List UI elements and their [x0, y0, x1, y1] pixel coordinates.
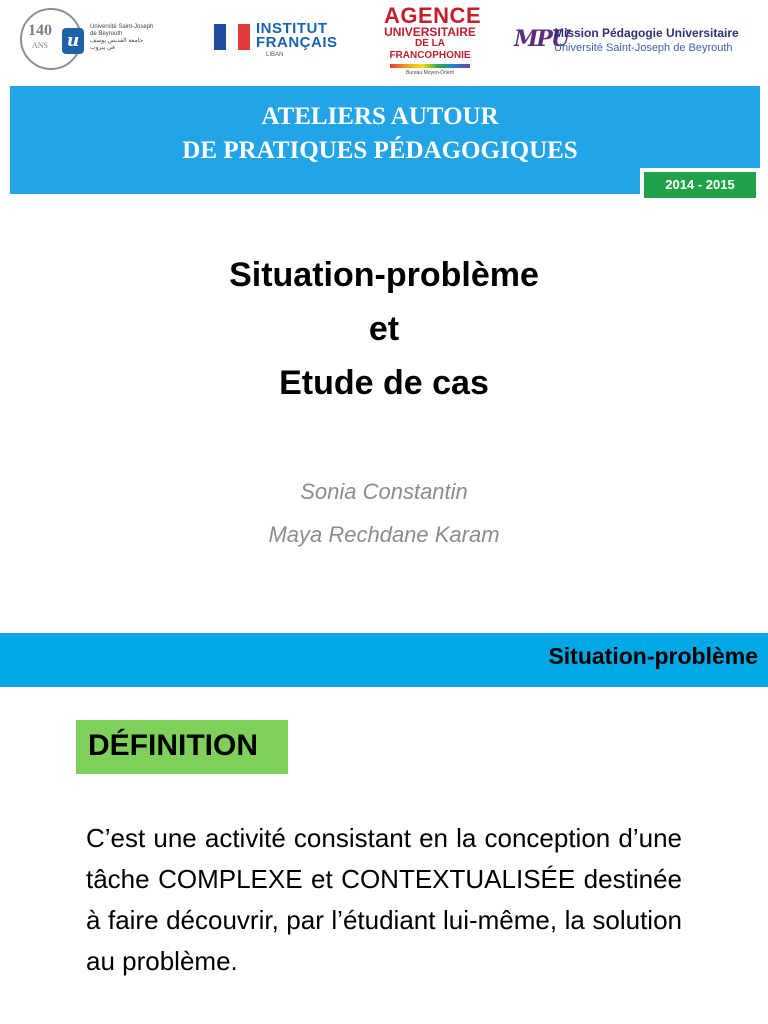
- year-label: 2014 - 2015: [644, 172, 756, 198]
- mpu-logo: [514, 26, 764, 66]
- author-2: Maya Rechdane Karam: [268, 522, 500, 547]
- auf-sub: Bureau Moyen-Orient: [406, 70, 454, 76]
- usj-ans: ANS: [32, 41, 49, 50]
- usj-logo: [18, 6, 168, 78]
- auf-logo: [384, 3, 482, 80]
- institut-francais-logo: [214, 22, 338, 64]
- mpu-title: Mission Pédagogie Universitaire: [554, 26, 739, 40]
- title-line1: Situation-problème: [229, 256, 539, 294]
- section-title: Situation-problème: [548, 643, 758, 669]
- definition-text: C’est une activité consistant en la conception d’une tâche COMPLEXE et CONTEXTUALISÉE destinée à faire découvrir, par l’étudiant lui-même, la solution au problème.: [86, 823, 682, 976]
- usj-name: Université Saint-Joseph de Beyrouth جامعة القديس يوسف في بيروت: [90, 24, 154, 51]
- auf-line1: AGENCE: [384, 3, 482, 28]
- logo-strip: [0, 0, 768, 84]
- title-line2: et: [368, 310, 400, 348]
- mpu-mark-icon: MPU: [514, 26, 569, 52]
- banner-line2: DE PRATIQUES PÉDAGOGIQUES: [182, 137, 578, 164]
- section-header: [0, 633, 768, 687]
- auf-color-bar: [390, 64, 470, 68]
- auf-line3: DE LA FRANCOPHONIE: [389, 38, 471, 61]
- banner-title: [70, 100, 690, 168]
- institut-francais-sub: LIBAN: [266, 52, 284, 58]
- author-1: Sonia Constantin: [300, 479, 468, 504]
- auf-line2: UNIVERSITAIRE: [384, 25, 476, 39]
- usj-emblem-icon: u: [62, 28, 84, 54]
- mpu-subtitle: Université Saint-Joseph de Beyrouth: [554, 42, 733, 54]
- french-flag-icon: [214, 24, 250, 50]
- authors: [0, 470, 768, 556]
- title-line3: Etude de cas: [279, 364, 489, 402]
- banner-line1: ATELIERS AUTOUR: [261, 103, 499, 130]
- usj-number: 140: [28, 22, 52, 39]
- year-badge: [640, 168, 760, 202]
- page-title: [0, 248, 768, 410]
- definition-label: DÉFINITION: [88, 729, 258, 762]
- institut-francais-name: INSTITUT FRANÇAIS: [256, 20, 338, 51]
- definition-heading: [76, 720, 288, 774]
